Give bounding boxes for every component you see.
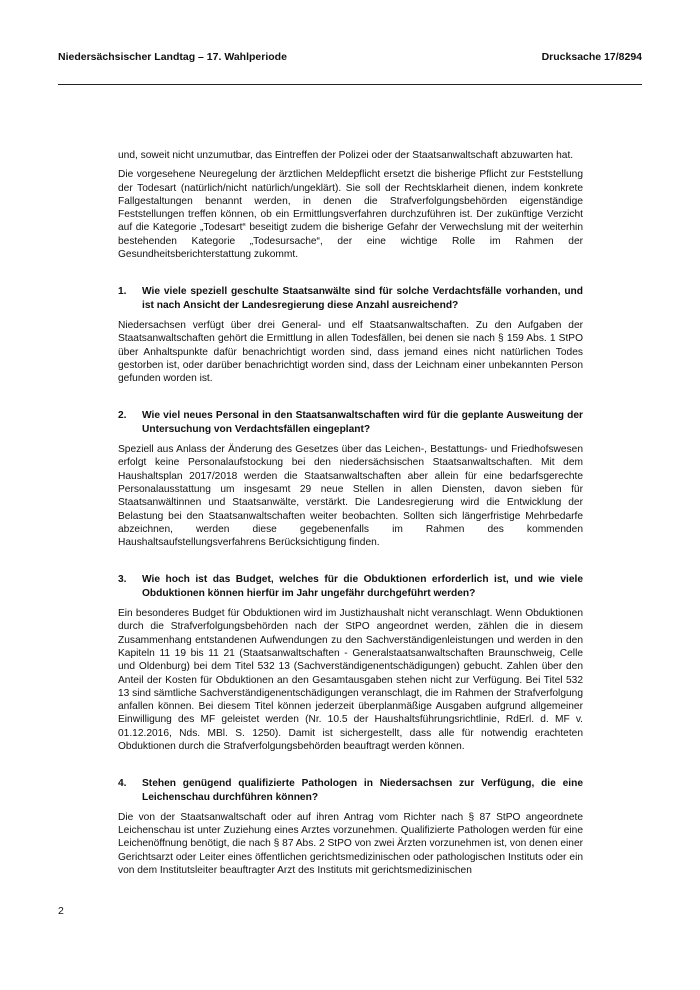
document-body xyxy=(118,149,583,883)
question-3 xyxy=(118,573,583,600)
question-text: Wie viel neues Personal in den Staatsanwaltschaften wird für die geplante Ausweitung der Untersuchung von Verdachtsfällen eingeplant? xyxy=(142,410,583,435)
question-text: Wie viele speziell geschulte Staatsanwälte sind für solche Verdachtsfälle vorhanden, und ist nach Ansicht der Landesregierung diese Anzahl ausreichend? xyxy=(142,286,583,311)
question-number: 2. xyxy=(118,410,127,422)
question-number: 4. xyxy=(118,778,127,790)
question-text: Stehen genügend qualifizierte Pathologen in Niedersachsen zur Verfügung, die eine Leichenschau durchführen können? xyxy=(142,778,583,803)
intro-paragraph: Die vorgesehene Neuregelung der ärztlichen Meldepflicht ersetzt die bisherige Pflicht zur Feststellung der Todesart (natürlich/nicht natürlich/ungeklärt). Sie soll der Rechtsklarheit dienen, indem konkrete Fallgestaltungen benannt werden, in denen die Strafverfolgungsbehörden eigenständige Feststellungen treffen können, ob ein Ermittlungsverfahren durchzuführen ist. Der zukünftige Verzicht auf die Kategorie „Todesart“ beseitigt zudem die bisherige Gefahr der Verwechslung mit der weiterhin bestehenden Kategorie „Todesursache“, der eine wichtige Rolle im Rahmen der Gesundheitsberichterstattung zukommt. xyxy=(118,169,583,261)
header-parliament-title: Niedersächsischer Landtag – 17. Wahlperiode xyxy=(58,51,287,63)
question-2 xyxy=(118,409,583,436)
answer-1: Niedersachsen verfügt über drei General- und elf Staatsanwaltschaften. Zu den Aufgaben der Staatsanwaltschaften gehört die Ermittlung in allen Todesfällen, bei denen sie nach § 159 Abs. 1 StPO über Anhaltspunkte dafür benachrichtigt worden sind, dass jemand eines nicht natürlichen Todes gestorben ist, oder darüber benachrichtigt worden sind, dass der Leichnam einer unbekannten Person gefunden worden ist. xyxy=(118,319,583,385)
answer-3: Ein besonderes Budget für Obduktionen wird im Justizhaushalt nicht veranschlagt. Wenn Obduktionen durch die Strafverfolgungsbehörden nach der StPO angeordnet werden, zählen die in diesem Zusammenhang entstandenen Aufwendungen zu den Sachverständigenleistungen und werden in den Kapiteln 11 19 bis 11 21 (Staatsanwaltschaften - Generalstaatsanwaltschaften Braunschweig, Celle und Oldenburg) bei dem Titel 532 13 (Sachverständigenentschädigungen) gebucht. Zahlen über den Anteil der Kosten für Obduktionen an den Gesamtausgaben stehen nicht zur Verfügung. Bei Titel 532 13 sind sämtliche Sachverständigenentschädigungen veranschlagt, die im Rahmen der Strafverfolgung anfallen können. Bei diesem Titel können jederzeit überplanmäßige Ausgaben aufgrund allgemeiner Einwilligung des MF geleistet werden (Nr. 10.5 der Haushaltsführungsrichtlinie, RdErl. d. MF v. 01.12.2016, Nds. MBl. S. 1250). Damit ist sichergestellt, dass alle für notwendig erachteten Obduktionen durch die Strafverfolgungsbehörden beauftragt werden können. xyxy=(118,608,583,752)
intro-paragraph: und, soweit nicht unzumutbar, das Eintreffen der Polizei oder der Staatsanwaltschaft abzuwarten hat. xyxy=(118,150,574,161)
question-4 xyxy=(118,777,583,804)
page-header xyxy=(58,51,642,67)
answer-2: Speziell aus Anlass der Änderung des Gesetzes über das Leichen-, Bestattungs- und Friedhofswesen erfolgt keine Personalaufstockung bei den niedersächsischen Staatsanwaltschaften. Mit dem Haushaltsplan 2017/2018 werden die Staatsanwaltschaften aber allein für eine bedarfsgerechte Personalausstattung um insgesamt 29 neue Stellen in allen Diensten, davon sieben für Staatsanwältinnen und Staatsanwälte, verstärkt. Die Landesregierung wird die Entwicklung der Belastung bei den Staatsanwaltschaften weiter beobachten. Sollten sich längerfristige Mehrbedarfe abzeichnen, werden diese gegebenenfalls im Rahmen des kommenden Haushaltsaufstellungsverfahrens Berücksichtigung finden. xyxy=(118,444,583,549)
question-text: Wie hoch ist das Budget, welches für die Obduktionen erforderlich ist, und wie viele Obduktionen können hierfür im Jahr ungefähr durchgeführt werden? xyxy=(142,574,583,599)
answer-4: Die von der Staatsanwaltschaft oder auf ihren Antrag vom Richter nach § 87 StPO angeordnete Leichenschau ist unter Zuziehung eines Arztes vorzunehmen. Qualifizierte Pathologen werden für eine Leichenöffnung benötigt, die nach § 87 Abs. 2 StPO von zwei Ärzten vorzunehmen ist, von denen einer Gerichtsarzt oder Leiter eines öffentlichen gerichtsmedizinischen oder pathologischen Instituts oder ein von dem Institutsleiter beauftragter Arzt des Instituts mit gerichtsmedizinischen xyxy=(118,811,583,877)
page-number: 2 xyxy=(58,905,64,917)
header-document-number: Drucksache 17/8294 xyxy=(541,51,642,63)
header-divider xyxy=(58,84,642,85)
question-1 xyxy=(118,285,583,312)
question-number: 1. xyxy=(118,286,127,298)
question-number: 3. xyxy=(118,574,127,586)
